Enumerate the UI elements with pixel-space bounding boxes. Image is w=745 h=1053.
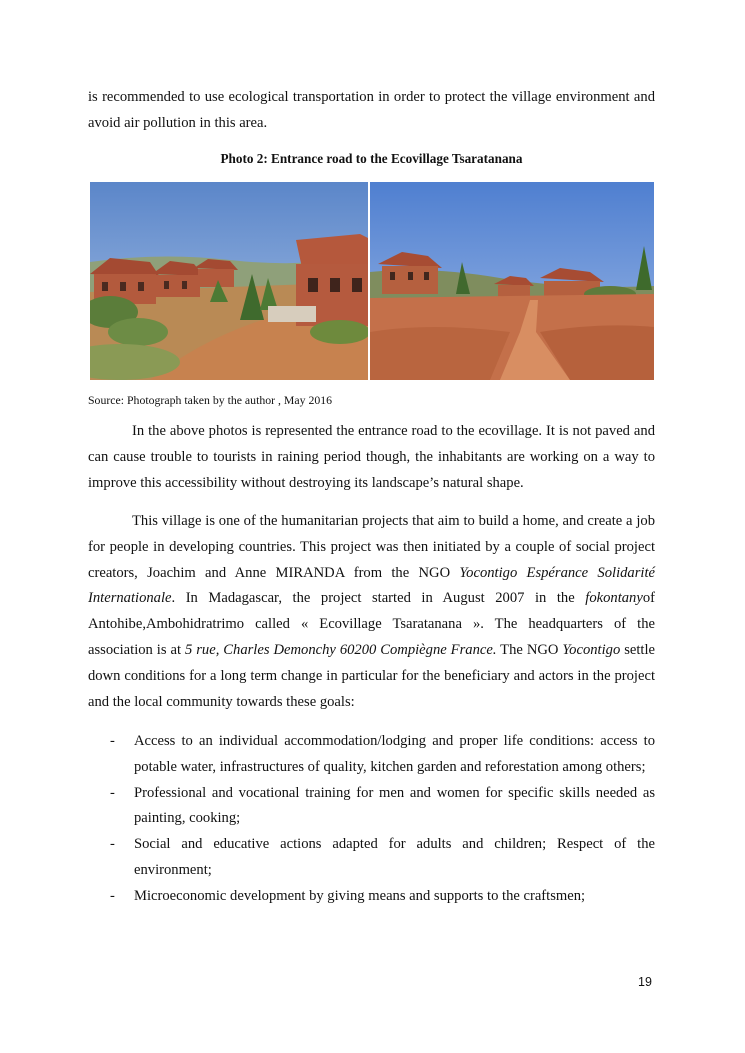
photo-right-entrance-road	[370, 182, 654, 380]
list-dash: -	[110, 733, 115, 749]
goal-item	[88, 781, 655, 833]
ngo-short-name-italic: Yocontigo	[562, 641, 621, 658]
text-run: settle down conditions for a long term change in particular for the beneficiary and actors in the project and the local community towards these goals:	[88, 641, 656, 710]
photo-source: Source: Photograph taken by the author , May 2016	[88, 393, 333, 407]
page-number: 19	[638, 975, 652, 989]
goal-text: Social and educative actions adapted for adults and children; Respect of the environment;	[134, 836, 655, 878]
paragraph-entrance-road: In the above photos is represented the entrance road to the ecovillage. It is not paved and can cause trouble to tourists in raining period though, the inhabitants are working on a way to improve this accessibility without destroying its landscape’s natural shape.	[88, 423, 655, 491]
list-dash: -	[110, 887, 115, 904]
text-run: The NGO	[496, 641, 563, 658]
text-run: of Antohibe,Ambohidratrimo called « Ecovillage Tsaratanana ». The headquarters of the association is at	[88, 590, 655, 658]
goal-item	[88, 729, 655, 781]
goal-item	[88, 884, 655, 910]
fokontany-italic: fokontany	[585, 590, 643, 607]
address-italic: 5 rue, Charles Demonchy 60200 Compiègne France.	[184, 641, 497, 658]
goal-item	[88, 832, 655, 884]
goals-list	[88, 729, 655, 910]
list-dash: -	[110, 784, 115, 801]
photo-left-village-houses	[90, 182, 368, 380]
paragraph-village-project	[88, 509, 655, 715]
photo-caption: Photo 2: Entrance road to the Ecovillage Tsaratanana	[220, 151, 523, 166]
photo-pair	[90, 182, 654, 380]
goal-text: Microeconomic development by giving means and supports to the craftsmen;	[134, 887, 586, 904]
intro-paragraph: is recommended to use ecological transportation in order to protect the village environment and avoid air pollution in this area.	[88, 89, 655, 131]
list-dash: -	[110, 836, 115, 853]
goal-text: Access to an individual accommodation/lodging and proper life conditions: access to potable water, infrastructures of quality, kitchen garden and reforestation among others;	[134, 733, 655, 775]
text-run: . In Madagascar, the project started in August 2007 in the	[171, 590, 586, 607]
ngo-name-italic: Yocontigo Espérance Solidarité Internationale	[88, 564, 655, 607]
text-run: This village is one of the humanitarian projects that aim to build a home, and create a job for people in developing countries. This project was then initiated by a couple of social project creators, Joachim and Anne MIRANDA from the NGO	[88, 513, 655, 581]
goal-text: Professional and vocational training for men and women for specific skills needed as painting, cooking;	[134, 784, 655, 827]
